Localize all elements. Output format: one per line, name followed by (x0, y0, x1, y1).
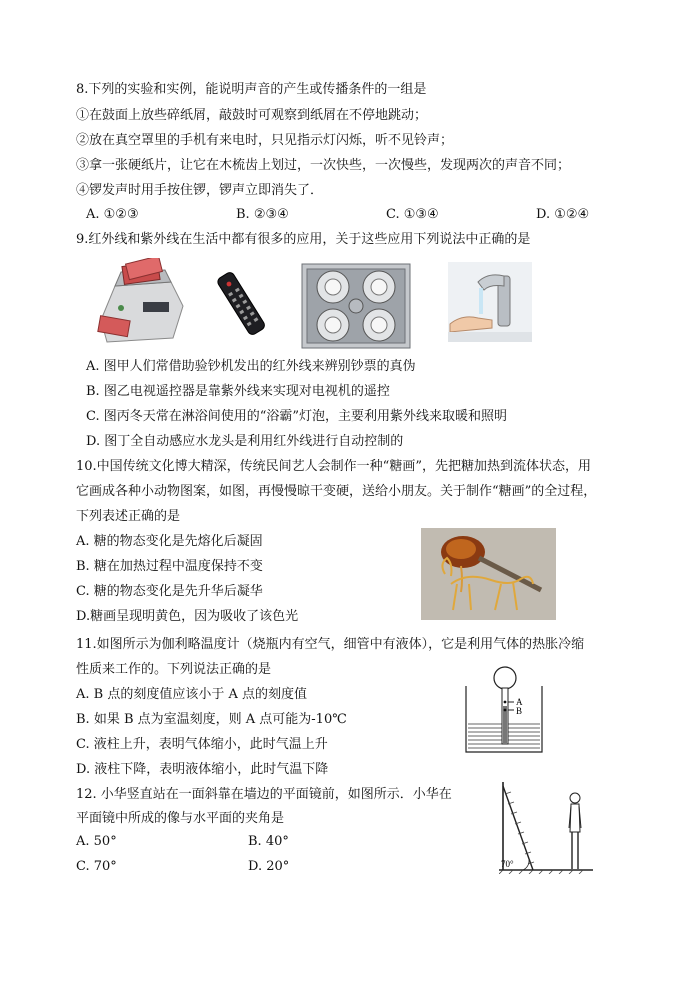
q8-option-d: D. ①②④ (536, 207, 590, 222)
sugar-painting-image (421, 528, 556, 620)
galileo-thermometer-figure (462, 664, 548, 756)
q8-option-a: A. ①②③ (86, 207, 139, 222)
q8-option-c: C. ①③④ (386, 207, 439, 222)
q8-item-2: ②放在真空罩里的手机有来电时，只见指示灯闪烁，听不见铃声； (76, 133, 454, 148)
q8-item-4: ④锣发声时用手按住锣，锣声立即消失了． (76, 183, 324, 198)
q11-stem-line-2: 性质来工作的。下列说法正确的是 (76, 662, 272, 677)
q12-option-c: C. 70° (76, 859, 117, 874)
q11-stem-line-1: 11.如图所示为伽利略温度计（烧瓶内有空气，细管中有液体），它是利用气体的热胀冷缩 (76, 637, 585, 652)
q12-option-d: D. 20° (248, 859, 290, 874)
q8-stem: 8.下列的实验和实例，能说明声音的产生或传播条件的一组是 (76, 82, 427, 97)
sensor-faucet-image (448, 262, 532, 342)
currency-detector-image (93, 258, 188, 348)
q9-option-a: A. 图甲人们常借助验钞机发出的红外线来辨别钞票的真伪 (86, 359, 416, 374)
q10-option-c: C. 糖的物态变化是先升华后凝华 (76, 584, 263, 599)
q11-option-d: D. 液柱下降，表明液体缩小，此时气温下降 (76, 762, 329, 777)
q9-option-b: B. 图乙电视遥控器是靠紫外线来实现对电视机的遥控 (86, 384, 390, 399)
q10-stem-line-2: 它画成各种小动物图案，如图，再慢慢晾干变硬，送给小朋友。关于制作“糖画”的全过程， (76, 484, 597, 499)
q8-item-3: ③拿一张硬纸片，让它在木梳齿上划过，一次快些，一次慢些，发现两次的声音不同； (76, 158, 571, 173)
q9-option-d: D. 图丁全自动感应水龙头是利用红外线进行自动控制的 (86, 434, 404, 449)
q8-item-1: ①在鼓面上放些碎纸屑，敲鼓时可观察到纸屑在不停地跳动； (76, 108, 428, 123)
q12-stem-line-2: 平面镜中所成的像与水平面的夹角是 (76, 811, 285, 826)
q9-stem: 9.红外线和紫外线在生活中都有很多的应用，关于这些应用下列说法中正确的是 (76, 232, 531, 247)
q10-option-b: B. 糖在加热过程中温度保持不变 (76, 559, 263, 574)
q10-stem-line-3: 下列表述正确的是 (76, 509, 181, 524)
q12-option-a: A. 50° (76, 834, 117, 849)
thermometer-label-a: A (516, 697, 523, 707)
q12-option-b: B. 40° (248, 834, 289, 849)
q8-option-b: B. ②③④ (236, 207, 289, 222)
q11-option-a: A. B 点的刻度值应该小于 A 点的刻度值 (76, 687, 307, 702)
q11-option-b: B. 如果 B 点为室温刻度，则 A 点可能为-10℃ (76, 712, 347, 727)
q11-option-c: C. 液柱上升，表明气体缩小，此时气温上升 (76, 737, 328, 752)
q10-option-a: A. 糖的物态变化是先熔化后凝固 (76, 534, 263, 549)
mirror-person-figure (499, 780, 593, 874)
tv-remote-image (214, 268, 270, 338)
q12-stem-line-1: 12. 小华竖直站在一面斜靠在墙边的平面镜前，如图所示．小华在 (76, 787, 452, 802)
q10-stem-line-1: 10.中国传统文化博大精深，传统民间艺人会制作一种“糖画”，先把糖加热到流体状态，用 (76, 459, 591, 474)
q10-option-d: D.糖画呈现明黄色，因为吸收了该色光 (76, 609, 299, 624)
mirror-angle-label: 70° (501, 859, 514, 869)
thermometer-label-b: B (516, 706, 523, 716)
q9-option-c: C. 图丙冬天常在淋浴间使用的“浴霸”灯泡，主要利用紫外线来取暖和照明 (86, 409, 508, 424)
bath-heater-lamp-image (300, 262, 412, 350)
